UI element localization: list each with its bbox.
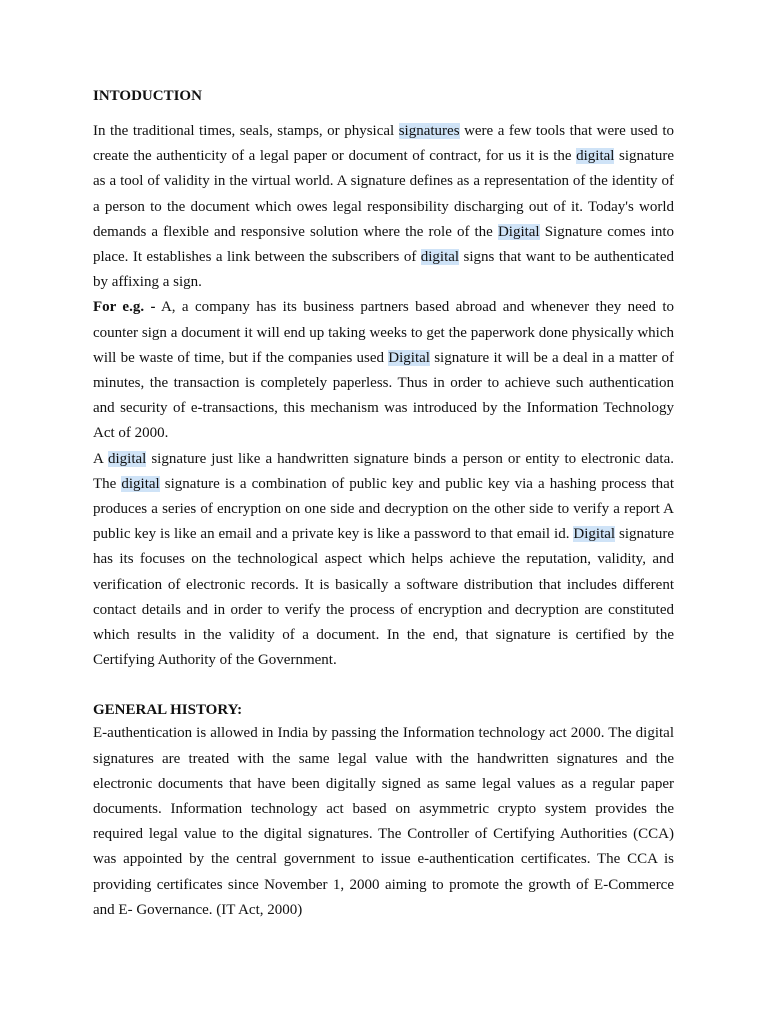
highlighted-word: signatures: [398, 123, 460, 139]
text-run: signature as a tool of validity in the virtual world. A signature defines as a representation of the identity of a person to the document which owes legal responsibility discharging out of it. Today's world demands a flexible and responsive solution where the role of the: [93, 148, 675, 240]
intro-paragraph-3: [93, 447, 674, 674]
highlighted-word: Digital: [573, 526, 616, 543]
text-run: signature has its focuses on the technological aspect which helps achieve the reputation, validity, and verification of electronic records. It is basically a software distribution that includes different contact details and in order to verify the process of encryption and decryption are constituted which results in the validity of a document. In the end, that signature is certified by the Certifying Authority of the Government.: [93, 526, 675, 669]
history-paragraph: E-authentication is allowed in India by passing the Information technology act 2000. The digital signatures are treated with the same legal value with the handwritten signatures and the electronic documents that have been digitally signed as same legal values as a regular paper documents. Information technology act based on asymmetric crypto system provides the required legal value to the digital signatures. The Controller of Certifying Authorities (CCA) was appointed by the central government to issue e-authentication certificates. The CCA is providing certificates since November 1, 2000 aiming to promote the growth of E-Commerce and E- Governance. (IT Act, 2000): [93, 725, 674, 918]
text-run: A: [93, 450, 108, 467]
section-heading-introduction: INTODUCTION: [93, 88, 202, 104]
text-run: were a few tools that were used to create the authenticity of a legal paper or document of contract, for us it is the: [93, 123, 674, 165]
text-run: In the traditional times, seals, stamps, or physical: [93, 123, 399, 139]
intro-paragraph-1: [93, 119, 674, 295]
text-run: signature it will be a deal in a matter of minutes, the transaction is completely paperless. Thus in order to achieve such authentication and security of e-transactions, this mechanism was introduced by the Information Technology Act of 2000.: [93, 349, 674, 442]
example-label: For e.g. -: [93, 299, 156, 316]
intro-paragraph-2: [93, 295, 674, 446]
text-run: signs that want to be authenticated by affixing a sign.: [93, 249, 675, 291]
highlighted-word: digital: [108, 450, 147, 467]
highlighted-word: digital: [420, 249, 460, 266]
section-heading-general-history: GENERAL HISTORY:: [93, 702, 243, 719]
text-run: A, a company has its business partners based abroad and whenever they need to counter sign a document it will end up taking weeks to get the paperwork done physically which will be waste of time, but if the companies used: [93, 299, 674, 366]
text-run: Signature comes into place. It establishes a link between the subscribers of: [93, 223, 674, 266]
text-run: signature is a combination of public key and public key via a hashing process that produces a series of encryption on one side and decryption on the other side to verify a report A public key is like an email and a private key is like a password to that email id.: [93, 475, 674, 543]
highlighted-word: Digital: [497, 223, 540, 240]
document-page: [93, 86, 674, 923]
highlighted-word: digital: [576, 148, 615, 165]
highlighted-word: digital: [121, 475, 160, 492]
text-run: signature just like a handwritten signature binds a person or entity to electronic data. The: [93, 450, 674, 492]
highlighted-word: Digital: [388, 349, 430, 366]
